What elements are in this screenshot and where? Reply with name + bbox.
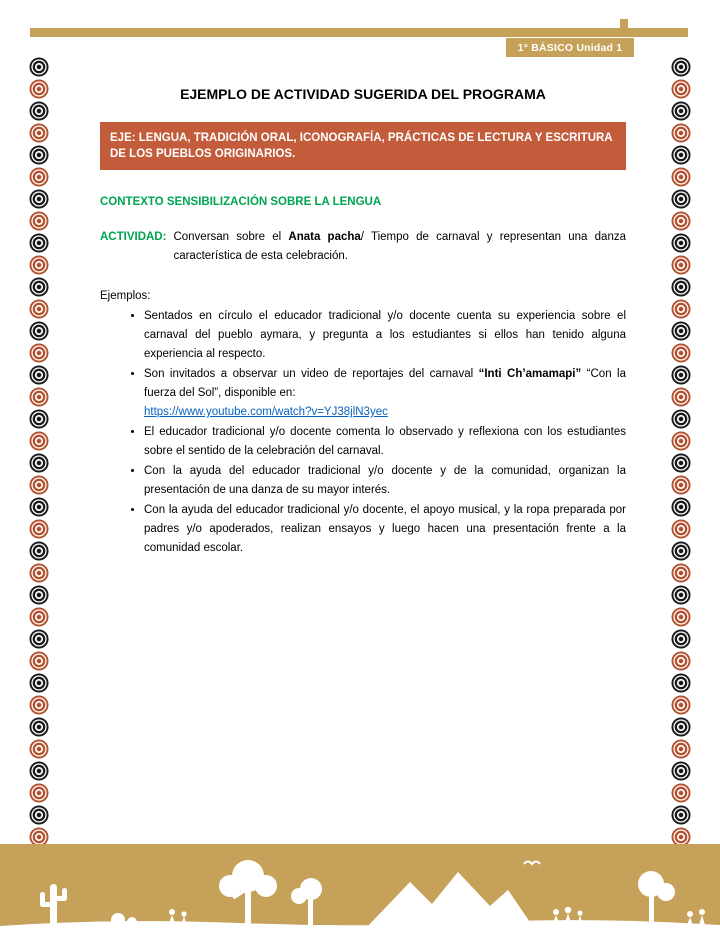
bullet-text: Con la ayuda del educador tradicional y/o docente, el apoyo musical, y la ropa preparada por padres y/o apoderados, realizan ensayos y luego hacen una presentación frente a la comunidad escolar. [144, 504, 626, 554]
activity-label: ACTIVIDAD: [100, 231, 167, 243]
bullet-text: Sentados en círculo el educador tradicional y/o docente cuenta su experiencia sobre el carnaval del pueblo aymara, y pregunta a los estudiantes si ellos han tenido alguna experiencia al respecto. [144, 310, 626, 360]
examples-label: Ejemplos: [100, 290, 151, 302]
document-content [100, 80, 626, 559]
activity-row [100, 228, 626, 266]
bullet-text-mid: “Con la fuerza del Sol”, disponible en: [144, 368, 626, 399]
context-heading: CONTEXTO SENSIBILIZACIÓN SOBRE LA LENGUA [100, 196, 382, 208]
list-item [144, 501, 626, 558]
youtube-link[interactable]: https://www.youtube.com/watch?v=YJ38jlN3yec [144, 406, 388, 418]
andean-pattern-border-right [670, 56, 692, 845]
activity-text-pre: Conversan sobre el [173, 231, 289, 243]
bullet-text-pre: Son invitados a observar un video de reportajes del carnaval [144, 368, 479, 380]
footer-band [0, 844, 720, 932]
unit-badge: 1° BÁSICO Unidad 1 [506, 38, 634, 57]
top-border-tick [620, 19, 628, 29]
bullet-text: Con la ayuda del educador tradicional y/o docente y de la comunidad, organizan la presentación de una danza de su mayor interés. [144, 465, 626, 496]
bush-icon [127, 917, 137, 927]
list-item [144, 307, 626, 364]
list-item [144, 462, 626, 500]
page-title: EJEMPLO DE ACTIVIDAD SUGERIDA DEL PROGRAMA [180, 86, 546, 102]
bullet-text-bold: “Inti Ch’amamapi” [478, 368, 582, 380]
andean-pattern-border-left [28, 56, 50, 845]
andean-landscape-footer [0, 844, 720, 932]
bullet-text: El educador tradicional y/o docente comenta lo observado y reflexiona con los estudiantes sobre el sentido de la celebración del carnaval. [144, 426, 626, 457]
examples-list [100, 307, 626, 558]
activity-text-bold: Anata pacha [288, 231, 361, 243]
eje-banner: EJE: LENGUA, TRADICIÓN ORAL, ICONOGRAFÍA, PRÁCTICAS DE LECTURA Y ESCRITURA DE LOS PUEBLOS ORIGINARIOS. [100, 122, 626, 170]
list-item [144, 365, 626, 422]
activity-text-post: / Tiempo de carnaval y representan una danza característica de esta celebración. [173, 231, 626, 262]
list-item [144, 423, 626, 461]
bush-icon [111, 913, 125, 927]
top-border-bar [30, 28, 688, 37]
activity-text [173, 228, 626, 266]
